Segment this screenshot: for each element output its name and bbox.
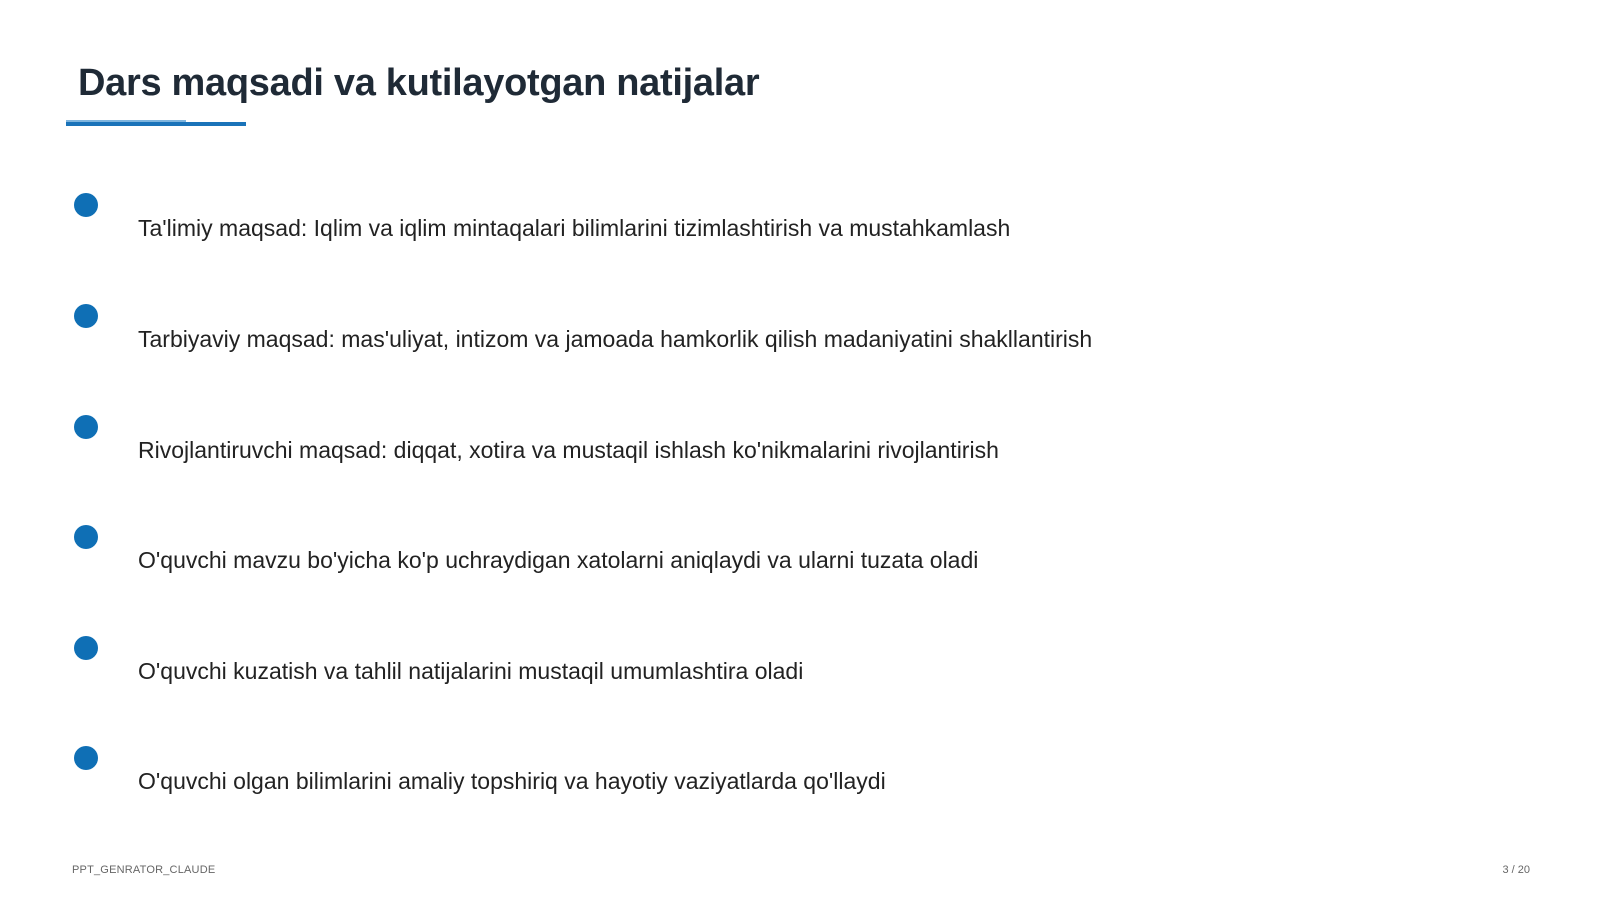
page-number: 3 / 20 — [1502, 864, 1530, 876]
footer-label: PPT_GENRATOR_CLAUDE — [72, 864, 216, 876]
bullet-dot-icon — [74, 636, 98, 660]
slide-title: Dars maqsadi va kutilayotgan natijalar — [78, 62, 760, 104]
bullet-text: O'quvchi kuzatish va tahlil natijalarini mustaqil umumlashtira oladi — [138, 658, 804, 684]
bullet-dot-icon — [74, 304, 98, 328]
bullet-dot-icon — [74, 193, 98, 217]
list-item — [74, 746, 1474, 826]
list-item — [74, 415, 1474, 495]
list-item — [74, 193, 1474, 273]
list-item — [74, 636, 1474, 716]
bullet-text: Rivojlantiruvchi maqsad: diqqat, xotira va mustaqil ishlash ko'nikmalarini rivojlantirish — [138, 437, 999, 463]
bullet-text: O'quvchi mavzu bo'yicha ko'p uchraydigan xatolarni aniqlaydi va ularni tuzata oladi — [138, 547, 979, 573]
bullet-text: Tarbiyaviy maqsad: mas'uliyat, intizom va jamoada hamkorlik qilish madaniyatini shakllantirish — [138, 326, 1093, 352]
bullet-dot-icon — [74, 525, 98, 549]
bullet-dot-icon — [74, 746, 98, 770]
list-item — [74, 304, 1474, 384]
list-item — [74, 525, 1474, 605]
bullet-text: O'quvchi olgan bilimlarini amaliy topshiriq va hayotiy vaziyatlarda qo'llaydi — [138, 768, 886, 794]
bullet-text: Ta'limiy maqsad: Iqlim va iqlim mintaqalari bilimlarini tizimlashtirish va mustahkamlash — [138, 215, 1011, 241]
bullet-dot-icon — [74, 415, 98, 439]
